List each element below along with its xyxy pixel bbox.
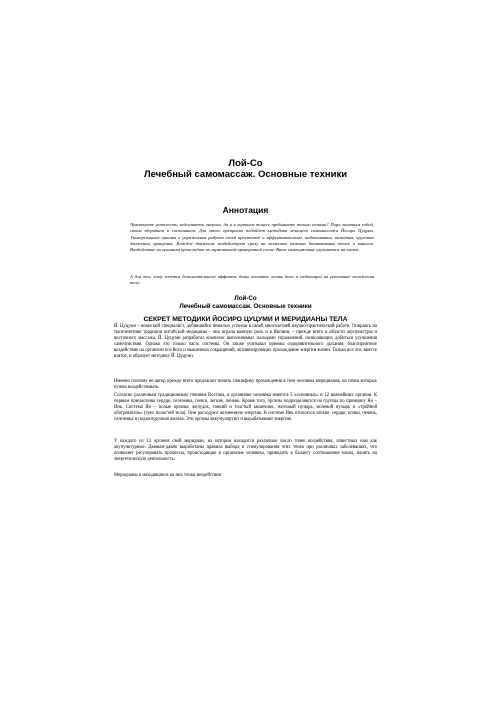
- section-heading: СЕКРЕТ МЕТОДИКИ ЙОСИРО ЦУЦУМИ И МЕРИДИАНЫ ТЕЛА: [143, 316, 348, 323]
- annotation-heading: Аннотация: [222, 205, 269, 215]
- second-title-block: [0, 295, 491, 310]
- body-paragraph-3: Согласно различным традиционным учениям Востока, в организме человека имеется 5 «основных» и 12 важнейших органов. К первым причислены сердце, селезенка, почки, легкие, печень. Кроме того, органы подразделяются на группы по принципу Ян – Инь. Система Ян – полые органы: желудок, тонкий и толстый кишечник, желчный пузырь, мочевой пузырь и «тройной обогреватель» (трех полостей тела). Они расходуют жизненную энергию. К системе Инь относятся легкие, сердце, почки, печень, селезенка и поджелудочная железа. Эти органы аккумулируют и вырабатывают энергию.: [114, 393, 377, 423]
- annotation-paragraph: Чувствуете усталость, недостаток энергии, да и в хорошем тонусе пребываете только ночами? Пора заняться собой, своим здоровьем и состоянием. Для этого прекрасно подойдет методика лечащего самомассажа Йосиро Цуцуми. Универсальные приемы и упражнения радуют своей простотой и эффективностью: надавливания, нажатия, круговые движения, вращения. Каждое движение воздействует сразу на несколько важных биоактивных точек и каналов. Воздействие на организм происходит по гармоничной проверенной схеме. Ваше самочувствие улучшается на глазах.: [130, 222, 374, 253]
- title-block: [0, 158, 491, 180]
- body-paragraph-1: Й. Цуцуми – японский специалист, добившийся немалых успехов в своей многолетней научно-практической работе. Опираясь на тысячелетние традиции китайской медицины – она играла важную роль и в Японии, – прежде всего в области акупунктуры и восточного массажа, Й. Цуцуми разработал комплекс выполняемых пальцами упражнений, позволяющих добиться улучшения самочувствия. Однако это только часть системы. Он также учитывал приемы оздоровительного дыхания, благоприятное воздействие на организм поз йоги и мышечных сокращений, активизирующих прохождение энергии жизни. Только все это, вместе взятое, и образует методику Й. Цуцуми.: [114, 324, 377, 360]
- book-author: Лой-Со: [228, 158, 263, 169]
- second-title: Лечебный самомассаж. Основные техники: [179, 302, 312, 310]
- book-title: Лечебный самомассаж. Основные техники: [143, 169, 348, 180]
- body-paragraph-5: Меридианы и находящиеся на них точки воздействия: [114, 473, 221, 478]
- body-paragraph-4: У каждого из 12 органов свой меридиан, на котором находится различное число точек воздействия, известных нам как акупунктурные. Давным-давно выработаны правила выбора и стимулирования этих точек при различных заболеваниях, что позволяет регулировать процессы, происходящие в организме человека, приводить к балансу соотношение начал, влиять на энергетическую деятельность.: [114, 439, 377, 463]
- annotation-paragraph-2: А для тех, кому хочется дополнительного эффекта, даны основные асаны йоги и медитации на различные положения тела.: [130, 274, 374, 286]
- body-paragraph-2: Именно поэтому не автор прежде всего предлагает понять специфику прохождения в теле человека меридианов, на точки которых нужно воздействовать.: [114, 379, 377, 391]
- second-author: Лой-Со: [234, 295, 257, 302]
